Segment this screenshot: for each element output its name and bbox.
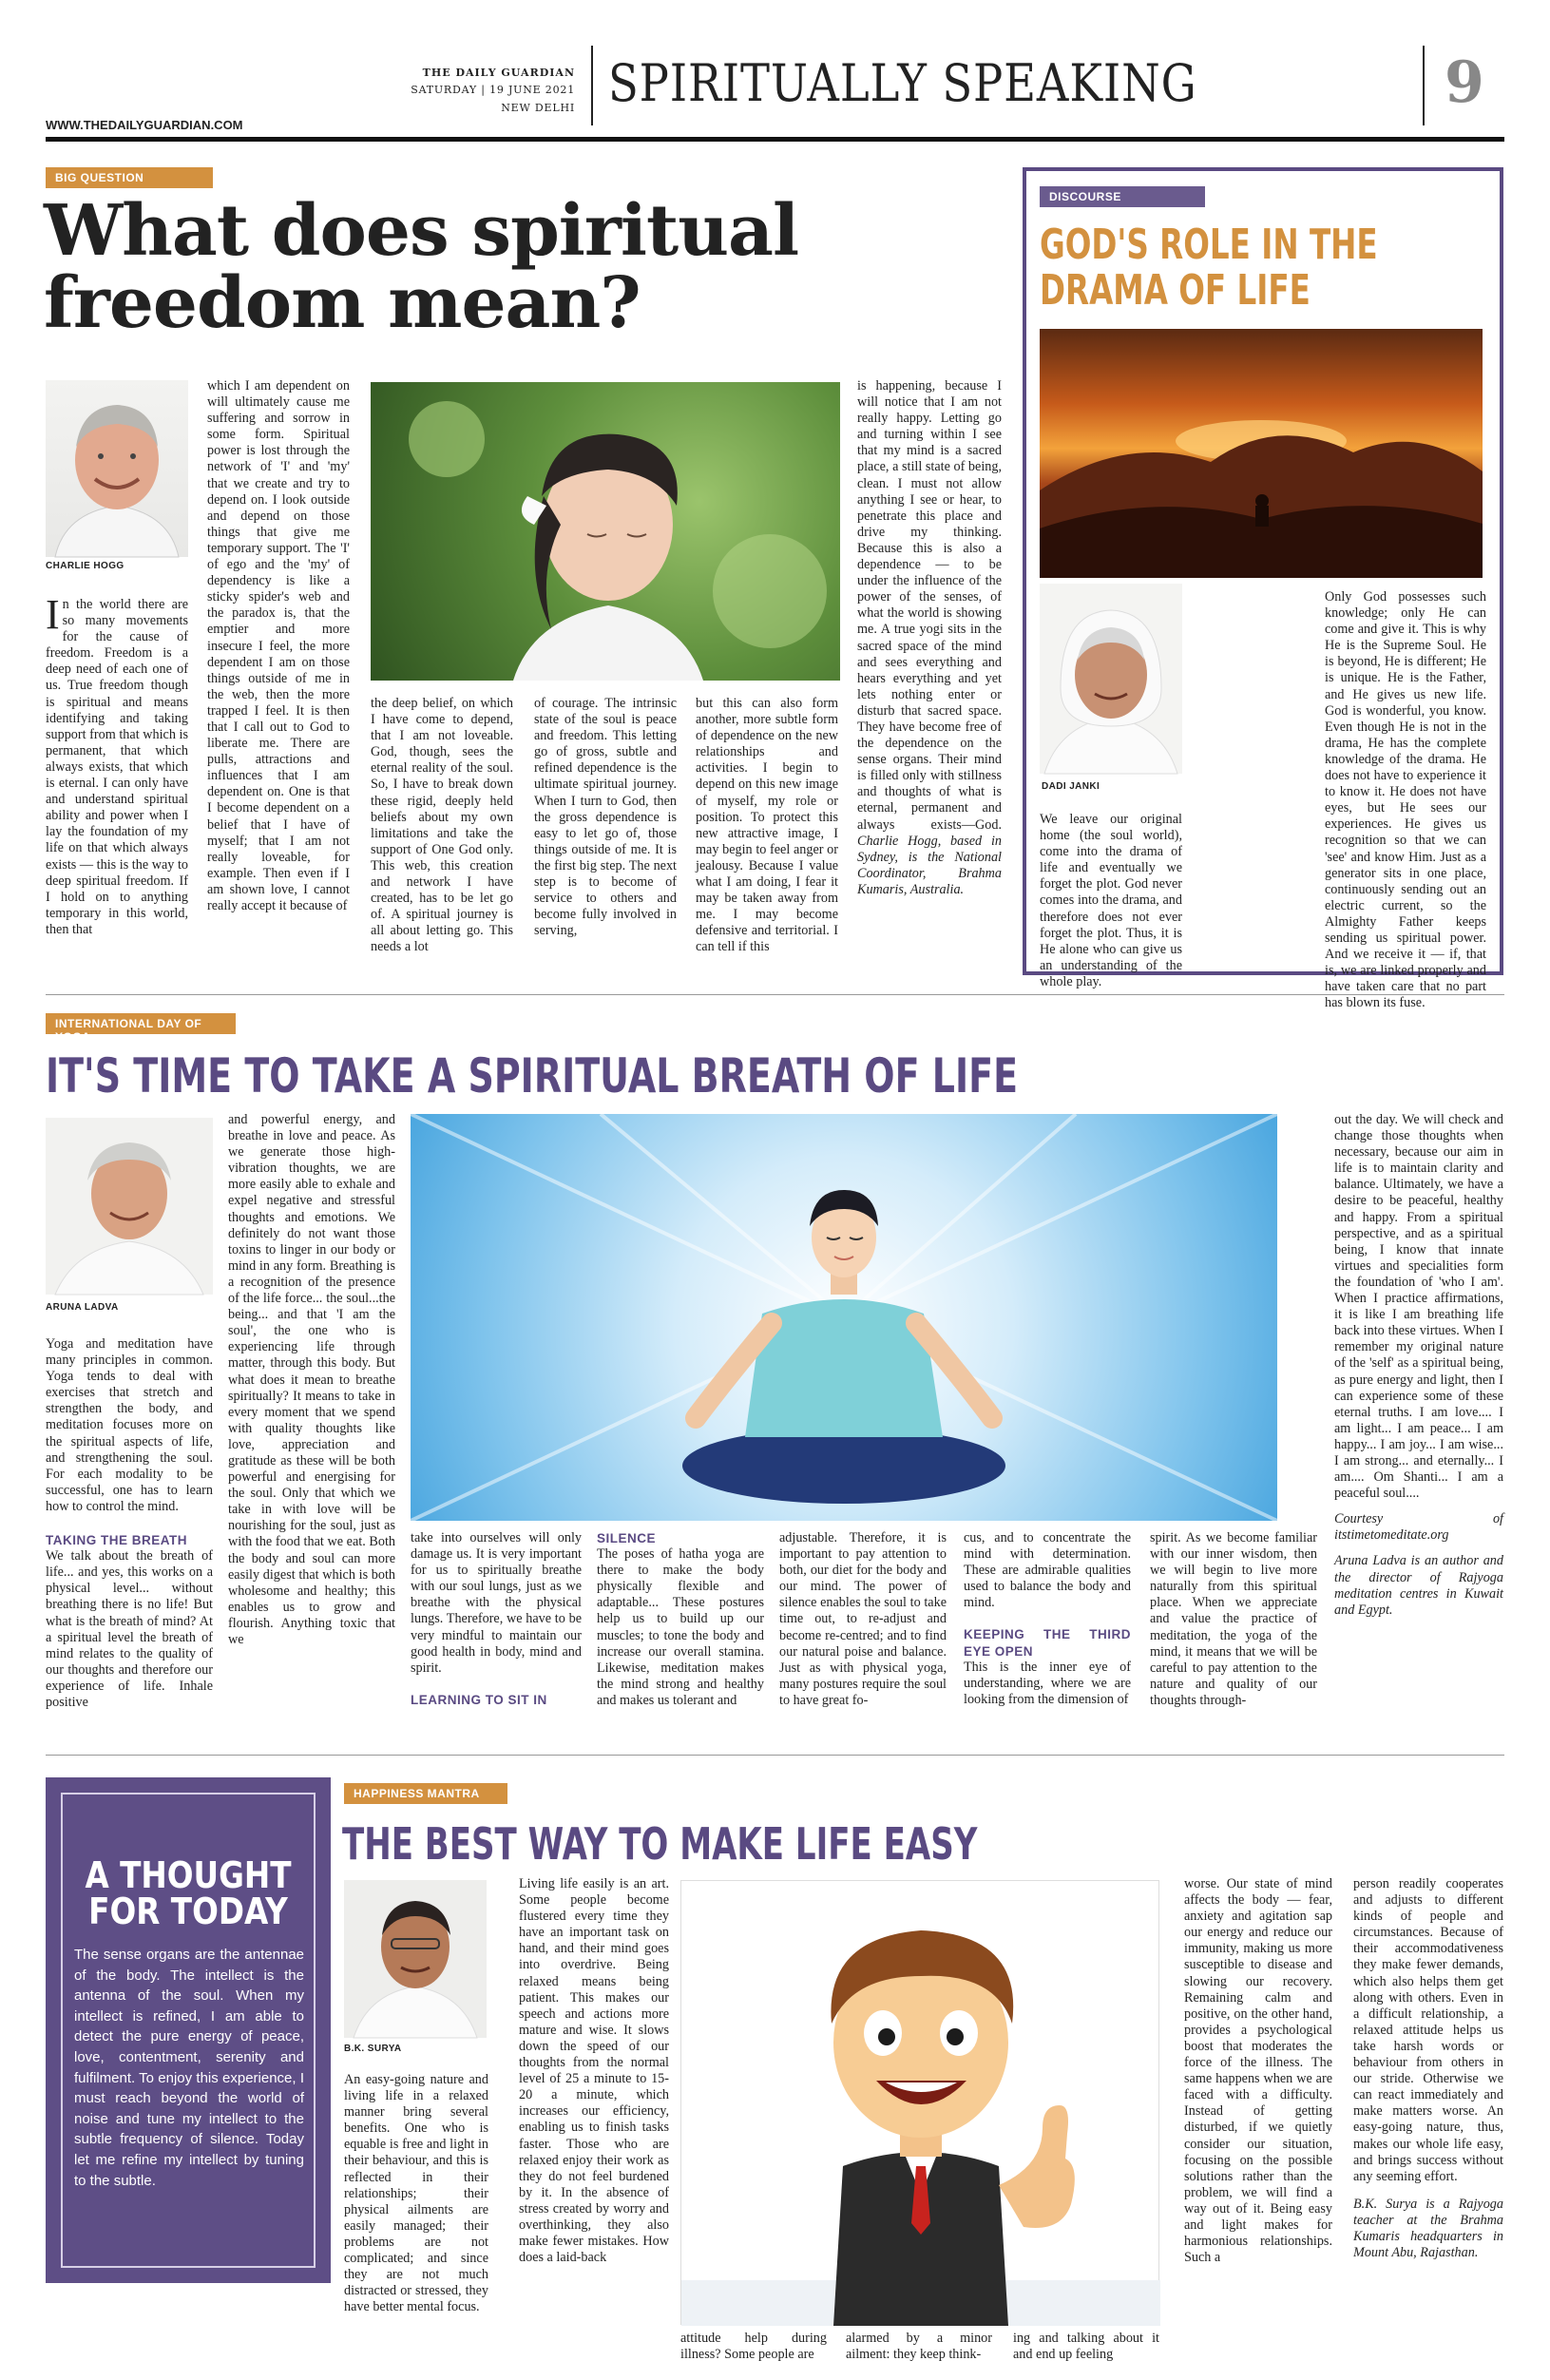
article2-col3 — [411, 1530, 582, 1739]
masthead-divider — [591, 46, 593, 125]
article2-col6 — [964, 1530, 1131, 1739]
article-text: The poses of hatha yoga are there to make the body physically flexible and adaptable... These postures help us to build up our muscles; to tone the body and increase our overall stamina. Likewise, meditation makes the mind strong and healthy and makes us tolerant and — [597, 1546, 764, 1708]
thought-for-today-box — [46, 1777, 331, 2283]
discourse-col1: We leave our original home (the soul world), come into the drama of life and eventually we forget the plot. God never comes into the drama, and therefore does not ever forget the plot. Thus, it is He alone who can give us an understanding of the whole play. — [1040, 812, 1182, 989]
discourse-headline — [1040, 222, 1378, 314]
section-divider — [46, 994, 1504, 995]
issue-date: SATURDAY | 19 JUNE 2021 — [411, 84, 575, 96]
article1-tag: BIG QUESTION — [46, 167, 213, 188]
article1-col5: but this can also form another, more subtle form of dependence on the new relationships and activities. I begin to depend on this new image of myself, my role or position. To protect this new attractive image, I may begin to feel anger or jealousy. Because I value what I am doing, I fear it may be taken away from me. I may become defensive and territorial. I can tell if this — [696, 696, 838, 955]
article-text: We talk about the breath of life... and yes, this works on a physical level... without breathing there is no life! But what is the breath of mind? At a spiritual level the breath of mind relates to the quality of our thoughts and therefore our experience of life. Inhale positive — [46, 1548, 213, 1710]
author-byline: DADI JANKI — [1042, 781, 1100, 792]
author-photo-aruna-ladva — [46, 1118, 213, 1295]
article-text: Yoga and meditation have many principles in common. Yoga tends to deal with exercises that stretch and strengthen the body, and meditation focuses more on the spiritual aspects of life, and strengthening the soul. For each modality to be successful, one has to learn how to control the mind. — [46, 1336, 213, 1514]
article2-col4 — [597, 1530, 764, 1739]
author-credit: B.K. Surya is a Rajyoga teacher at the Brahma Kumaris headquarters in Mount Abu, Rajasthan. — [1353, 2196, 1503, 2261]
article-text: take into ourselves will only damage us. It is very important for us to spiritually breathe with our soul lungs, just as we breathe with the physical lungs. Therefore, we have to be very mindful to maintain our good health in body, mind and spirit. — [411, 1530, 582, 1676]
article3-col3: attitude help during illness? Some people are — [680, 2331, 827, 2363]
article-text: This is the inner eye of understanding, where we are looking from the dimension of — [964, 1659, 1131, 1707]
masthead-rule — [46, 137, 1504, 142]
thought-title — [66, 1854, 311, 1932]
article-text: n the world there are so many movements for the cause of freedom. Freedom is a deep need of each one of us. True freedom though is spiritual and means identifying and taking support from that which is permanent, that which always exists, that which is eternal. I can only have and understand spiritual ability and power when I lay the foundation of my life on that which always exists — this is the way to deep spiritual freedom. If I hold on to anything temporary in this world, then that — [46, 597, 188, 937]
author-credit: Aruna Ladva is an author and the director of Rajyoga meditation centres in Kuwait and Egypt. — [1334, 1553, 1503, 1618]
article3-col7 — [1353, 1876, 1503, 2380]
article2-headline: IT'S TIME TO TAKE A SPIRITUAL BREATH OF LIFE — [46, 1048, 1019, 1104]
masthead — [0, 0, 1550, 143]
author-photo-bk-surya — [344, 1880, 487, 2038]
article2-col8 — [1334, 1112, 1503, 1739]
article3-col4: alarmed by a minor ailment: they keep think- — [846, 2331, 992, 2363]
headline-line: DRAMA OF LIFE — [1040, 266, 1311, 315]
article3-headline: THE BEST WAY TO MAKE LIFE EASY — [342, 1818, 978, 1870]
article3-col6: worse. Our state of mind affects the body — fear, anxiety and agitation sap our energy and reduce our immunity, making us more susceptible to disease and slowing our recovery. Remaining calm and positive, on the other hand, provides a psychological boost that moderates the force of the illness. The same happens when we are faced with a difficulty. Instead of getting disturbed, if we quietly consider our situation, focusing on the possible solutions rather than the problem, we will find a way out of it. Being easy and light makes for harmonious relationships. Such a — [1184, 1876, 1332, 2266]
issue-city: NEW DELHI — [501, 102, 575, 114]
article2-col2: and powerful energy, and breathe in love and peace. As we generate those high-vibration thoughts, we are more easily able to exhale and expel negative and stressful thoughts and emotions. We definitely do not want those toxins to linger in our body or mind in any form. Breathing is a recognition of the presence of the life force... the soul...the being... and that 'I am the soul', the one who is experiencing life through matter, through this body. But what does it mean to breathe spiritually? It means to take in every moment that we spend with quality thoughts like love, appreciation and gratitude as these will be both powerful and energising for the soul. Only that which we take in with love will be nourishing for the soul, just as with the food that we eat. Both the body and soul can more easily digest that which is both wholesome and healthy; this enables us to grow and flourish. Anything toxic that we — [228, 1112, 395, 1647]
article1-col3: the deep belief, on which I have come to depend, that I am not loveable. God, though, sees the eternal reality of the soul. So, I have to break down these rigid, deeply held beliefs about my own limitations and take the support of One God only. This web, this creation and network I have created, has to be let go of. A spiritual journey is all about letting go. This needs a lot — [371, 696, 513, 955]
article2-subhead: LEARNING TO SIT IN — [411, 1692, 547, 1707]
page-number: 9 — [1445, 49, 1484, 116]
article2-subhead: KEEPING THE THIRD EYE OPEN — [964, 1627, 1131, 1659]
article2-col1 — [46, 1336, 213, 1739]
meditating-girl-photo — [371, 382, 840, 681]
author-photo-dadi-janki — [1040, 584, 1182, 774]
article3-col2: Living life easily is an art. Some people become flustered every time they have an important task on hand, and their mind goes into overdrive. Being relaxed means being patient. This makes our speech and actions more mature and wise. It slows down the speed of our thoughts from the normal level of 25 a minute to 15-20 a minute, which increases our efficiency, enabling us to finish tasks faster. Those who are relaxed enjoy their work as they do not feel burdened by it. In the absence of stress created by worry and overthinking, they also make fewer mistakes. How does a laid-back — [519, 1876, 669, 2266]
author-byline: ARUNA LADVA — [46, 1302, 119, 1313]
headline-line: What does spiritual — [44, 190, 799, 272]
article1-col6 — [857, 378, 1002, 1120]
article-text: cus, and to concentrate the mind with determination. These are admirable qualities used to balance the body and mind. — [964, 1530, 1131, 1611]
thought-title-line: FOR TODAY — [88, 1891, 288, 1932]
author-byline: CHARLIE HOGG — [46, 561, 124, 571]
article3-col1: An easy-going nature and living life in a relaxed manner bring several benefits. One who is equable is free and light in their behaviour, and this is reflected in their relationships; their physical ailments are easily managed; their problems are not complicated; and since they are not much distracted or stressed, they have better mental focus. — [344, 2072, 488, 2315]
article2-tag: INTERNATIONAL DAY OF YOGA — [46, 1013, 236, 1034]
paper-name: THE DAILY GUARDIAN — [422, 67, 575, 79]
site-url[interactable]: WWW.THEDAILYGUARDIAN.COM — [46, 118, 243, 132]
article1-col4: of courage. The intrinsic state of the soul is peace and freedom. This letting go of gross, subtle and refined dependence is the ultimate spiritual journey. When I turn to God, then the gross dependence is easy to let go of, those things outside of me. It is the first big step. The next step is to become of service to others and become fully involved in serving, — [534, 696, 677, 939]
drop-cap: I — [46, 591, 60, 638]
article1-col2: which I am dependent on will ultimately cause me suffering and sorrow in some form. Spiritual power is lost through the network of 'I' and 'my' that we create and try to depend on. I look outside and depend on those things that give me temporary support. The 'I' of ego and the 'my' of dependency is like a sticky spider's web and the paradox is, that the emptier and more insecure I feel, the more dependent I am on those things outside of me in the web, then the more trapped I feel. It is then that I call out to God to liberate me. There are pulls, attractions and influences that I am dependent on. One is that I become dependent on a belief that I have of myself; that I am not really loveable, for example. Then even if I am shown love, I cannot really accept it because of — [207, 378, 350, 913]
article-text: out the day. We will check and change those thoughts when necessary, because our aim in life is to maintain clarity and balance. Ultimately, we have a desire to be peaceful, healthy and happy. From a spiritual perspective, and as a spiritual being, I know that innate virtues and specialities form the foundation of 'who I am'. When I practice affirmations, it is like I am breathing life back into these virtues. When I remember my original nature of the 'self' as a spiritual being, as pure energy and light, then I can experience some of these eternal truths. I am love.... I am light... I am peace... I am happy... I am joy... I am wise... I am strong... and eternally... I am.... Om Shanti... I am a peaceful soul.... — [1334, 1112, 1503, 1502]
article2-subhead: SILENCE — [597, 1531, 657, 1545]
headline-line: GOD'S ROLE IN THE — [1040, 221, 1378, 269]
thought-title-line: A THOUGHT — [85, 1854, 292, 1896]
headline-line: freedom mean? — [44, 262, 641, 344]
article-text: person readily cooperates and adjusts to different kinds of people and circumstances. Because of their accommodativeness they make fewer demands, which also helps them get along with others. Even in a difficult relationship, a relaxed attitude helps us take harsh words or behaviour from others in our stride. Otherwise we can react immediately and make matters worse. An easy-going nature, thus, makes our whole life easy, and brings success without any seeming effort. — [1353, 1876, 1503, 2184]
author-photo-charlie-hogg — [46, 380, 188, 557]
article2-col7: spirit. As we become familiar with our inner wisdom, then we will begin to live more naturally from this spiritual place. When we appreciate and value the practice of meditation, the yoga of the mind, it means that we will be careful to pay attention to the nature and quality of our thoughts through- — [1150, 1530, 1317, 1708]
author-credit: Charlie Hogg, based in Sydney, is the National Coordinator, Brahma Kumaris, Australia. — [857, 833, 1002, 897]
discourse-col2: Only God possesses such knowledge; only He can come and give it. This is why He is the Supreme Soul. He is beyond, He is different; He is unique. He is the Father, and He gives us new life. God is wonderful, you know. Even though He is not in the drama, He has the complete knowledge of the drama. He does not have to experience it to know it. He does not have eyes, but He sees our experiences. He gives us recognition so that we can 'see' and know Him. Just as a generator sits in one place, continuously sending out an electric current, so the Almighty Father keeps sending us spiritual power. And we receive it — if, that is, we are linked properly and have taken care that no part has blown its fuse. — [1325, 589, 1486, 1011]
sunset-prayer-photo — [1040, 329, 1483, 578]
article3-tag: HAPPINESS MANTRA — [344, 1783, 507, 1804]
article2-subhead: TAKING THE BREATH — [46, 1533, 187, 1548]
masthead-divider-right — [1423, 46, 1425, 125]
article2-col5: adjustable. Therefore, it is important to pay attention to both, our diet for the body and our mind. The power of silence enables the soul to take time out, to re-adjust and become re-centred; and to find our natural poise and balance. Just as with physical yoga, many postures require the soul to have great fo- — [779, 1530, 947, 1708]
article3-col5: ing and talking about it and end up feeling — [1013, 2331, 1159, 2363]
thought-body: The sense organs are the antennae of the body. The intellect is the antenna of the soul. When my intellect is refined, I am able to detect the pure energy of peace, love, contentment, serenity and fulfilment. To enjoy this experience, I must reach beyond the world of noise and tune my intellect to the subtle frequency of silence. Today let me refine my intellect by tuning to the subtle. — [74, 1947, 304, 2189]
section-title: SPIRITUALLY SPEAKING — [608, 53, 1197, 113]
section-divider — [46, 1755, 1504, 1756]
article1-headline — [44, 190, 799, 344]
thumbs-up-cartoon-illustration — [680, 1880, 1159, 2325]
discourse-tag: DISCOURSE — [1040, 186, 1205, 207]
author-byline: B.K. SURYA — [344, 2044, 402, 2054]
yoga-meditation-illustration — [411, 1114, 1277, 1521]
article-text: is happening, because I will notice that I am not really happy. Letting go and turning within I see that my mind is a sacred place, a still state of being, clean. I must not allow anything I see or hear, to penetrate this place and drive my thinking. Because this is also a dependence — to be under the influence of the power of the senses, of what the world is showing me. A true yogi sits in the sacred space of the mind and sees everything and hears everything and yet lets nothing enter or disturb that sacred space. They have become free of the dependence on the sense organs. Their mind is filled only with stillness and thoughts of what is eternal, permanent and always exists—God. — [857, 378, 1002, 833]
courtesy-note: Courtesy of itstimetomeditate.org — [1334, 1511, 1503, 1544]
